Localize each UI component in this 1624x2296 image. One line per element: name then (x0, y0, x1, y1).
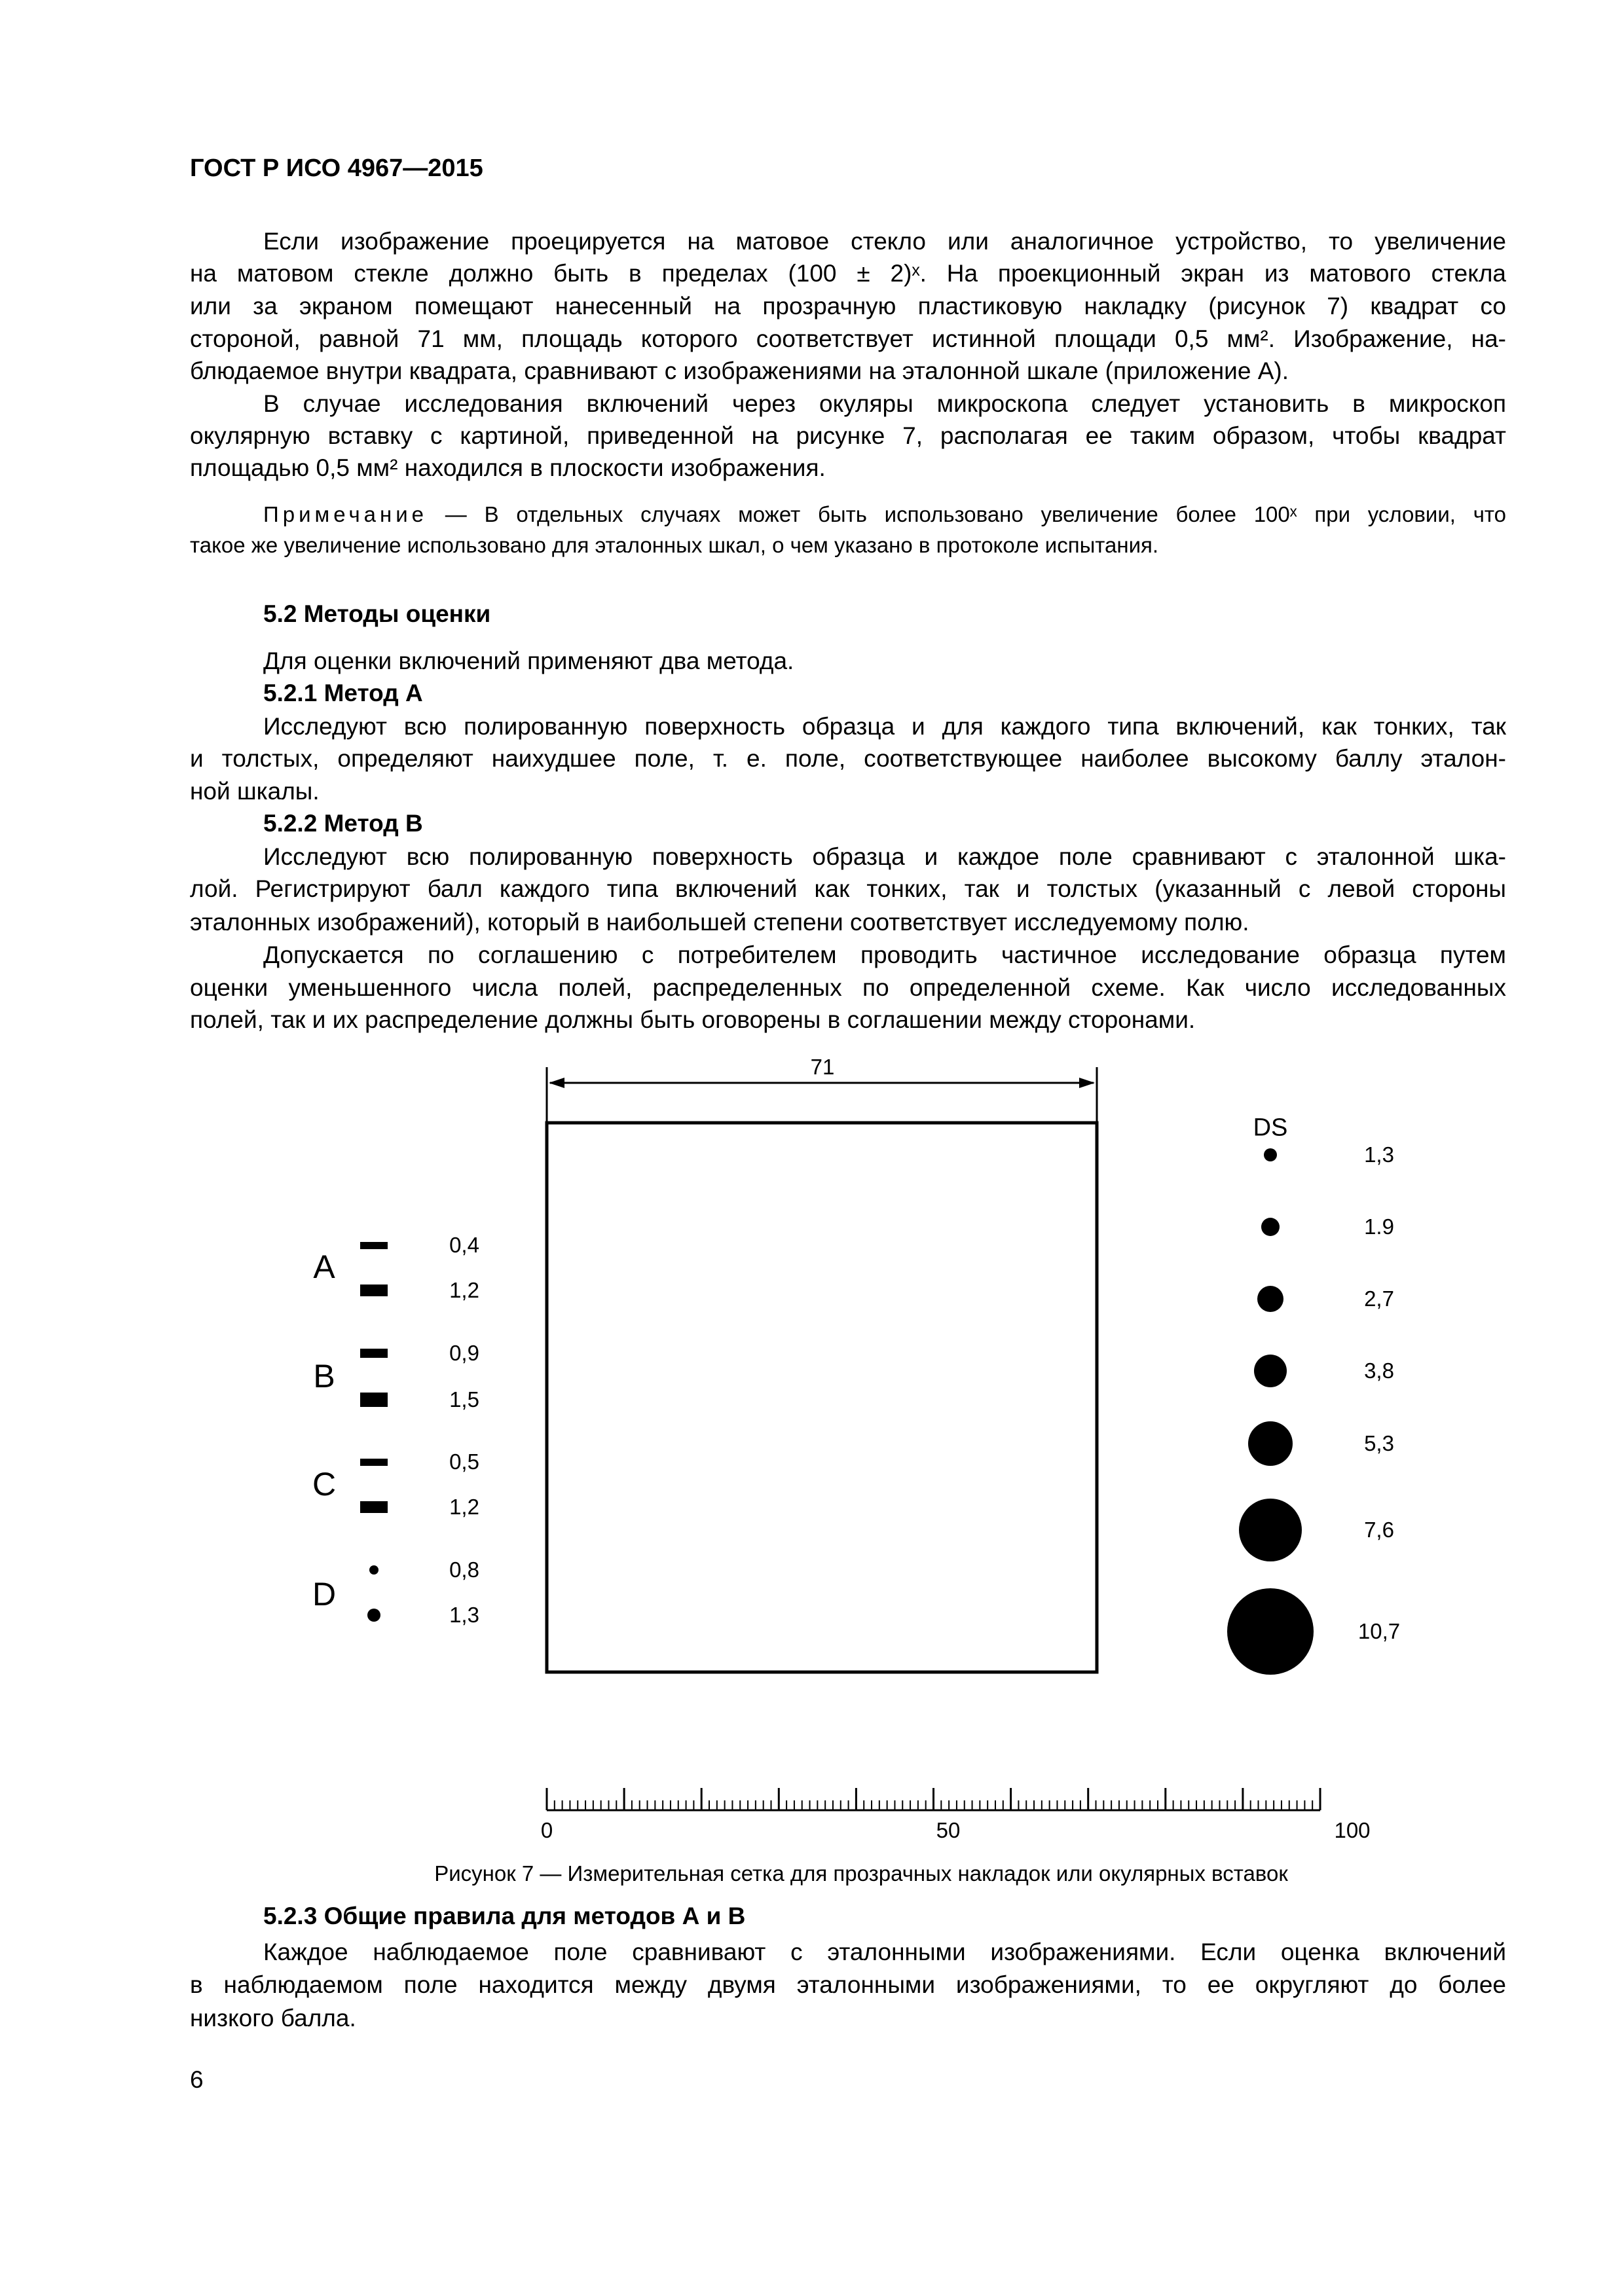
mark-value: 0,9 (449, 1341, 479, 1365)
group-letter-a: A (313, 1248, 335, 1285)
paragraph-line: Для оценки включений применяют два метода. (263, 647, 794, 674)
note-line: такое же увеличение использовано для эталонных шкал, о чем указано в протоколе испытания. (190, 533, 1159, 557)
group-letter-c: C (312, 1466, 337, 1503)
ds-circle (1264, 1148, 1277, 1161)
ds-value: 1,3 (1364, 1142, 1394, 1167)
paragraph-line: стороной, равной 71 мм, площадь которого соответствует истинной площади 0,5 мм². Изображение, на- (190, 325, 1506, 352)
section-heading: 5.2.2 Метод В (263, 810, 423, 837)
document-header: ГОСТ Р ИСО 4967—2015 (190, 155, 483, 182)
paragraph-line: и толстых, определяют наихудшее поле, т. е. поле, соответствующее наиболее высокому баллу эталон- (190, 745, 1506, 772)
ruler-label: 0 (540, 1818, 553, 1842)
page-number: 6 (190, 2066, 204, 2093)
ds-circle (1227, 1588, 1314, 1675)
ds-value: 5,3 (1364, 1431, 1394, 1455)
arrow-left-icon (549, 1078, 564, 1088)
paragraph-line: ной шкалы. (190, 778, 320, 805)
section-heading: 5.2.1 Метод А (263, 680, 423, 706)
paragraph-line: эталонных изображений), который в наибольшей степени соответствует исследуемому полю. (190, 909, 1249, 936)
ds-value: 10,7 (1357, 1619, 1401, 1643)
ruler-scale (547, 1788, 1320, 1810)
mark-value: 1,3 (449, 1603, 479, 1627)
mark-d-large-dot (367, 1609, 380, 1622)
ds-circle (1257, 1286, 1283, 1312)
ruler-label: 100 (1334, 1818, 1371, 1842)
mark-value: 1,5 (449, 1387, 479, 1412)
mark-value: 0,8 (449, 1558, 479, 1582)
group-letter-b: B (313, 1358, 335, 1394)
paragraph-line: лой. Регистрируют балл каждого типа включений как тонких, так и толстых (указанный с левой стороны (190, 875, 1506, 902)
ds-circle (1239, 1499, 1302, 1561)
paragraph-line: на матовом стекле должно быть в пределах (100 ± 2)ˣ. На проекционный экран из матового стекла (190, 260, 1506, 287)
ds-circle (1254, 1355, 1287, 1387)
paragraph-line: в наблюдаемом поле находится между двумя эталонными изображениями, то ее округляют до более (190, 1971, 1506, 1998)
ds-value: 1.9 (1364, 1214, 1394, 1239)
mark-c-thin (360, 1459, 388, 1466)
ds-circle (1261, 1218, 1280, 1236)
mark-c-thick (360, 1501, 388, 1513)
section-heading: 5.2.3 Общие правила для методов А и В (263, 1903, 746, 1929)
paragraph-line: полей, так и их распределение должны быть оговорены в соглашении между сторонами. (190, 1006, 1196, 1033)
paragraph-line: Исследуют всю полированную поверхность образца и каждое поле сравнивают с эталонной шка- (263, 843, 1506, 870)
ds-value: 2,7 (1364, 1286, 1394, 1311)
paragraph-line: окулярную вставку с картиной, приведенной на рисунке 7, располагая ее таким образом, чтобы квадрат (190, 422, 1506, 449)
paragraph-line: или за экраном помещают нанесенный на прозрачную пластиковую накладку (рисунок 7) квадрат со (190, 293, 1506, 319)
ruler-label: 50 (936, 1818, 961, 1842)
mark-b-thin (360, 1349, 388, 1358)
mark-a-thin (360, 1242, 388, 1249)
paragraph-line: Каждое наблюдаемое поле сравнивают с эталонными изображениями. Если оценка включений (263, 1939, 1506, 1965)
group-letter-d: D (312, 1576, 337, 1613)
paragraph-line: Допускается по соглашению с потребителем проводить частичное исследование образца путем (263, 941, 1506, 968)
paragraph-line: низкого балла. (190, 2005, 356, 2032)
arrow-right-icon (1079, 1078, 1095, 1088)
paragraph-line: блюдаемое внутри квадрата, сравнивают с изображениями на эталонной шкале (приложение А). (190, 357, 1289, 384)
ds-label: DS (1253, 1114, 1288, 1142)
ds-value: 7,6 (1364, 1518, 1394, 1542)
paragraph-line: площадью 0,5 мм² находился в плоскости изображения. (190, 454, 826, 481)
figure-caption: Рисунок 7 — Измерительная сетка для прозрачных накладок или окулярных вставок (434, 1861, 1288, 1886)
mark-d-small-dot (369, 1565, 378, 1575)
mark-value: 0,4 (449, 1233, 479, 1257)
mark-value: 1,2 (449, 1495, 479, 1519)
paragraph-line: Исследуют всю полированную поверхность образца и для каждого типа включений, как тонких, так (263, 713, 1506, 740)
paragraph-line: Если изображение проецируется на матовое стекло или аналогичное устройство, то увеличение (263, 228, 1506, 255)
dimension-label: 71 (810, 1055, 835, 1079)
mark-value: 1,2 (449, 1278, 479, 1302)
mark-b-thick (360, 1393, 388, 1407)
paragraph-line: оценки уменьшенного числа полей, распределенных по определенной схеме. Как число исследованных (190, 974, 1506, 1001)
measuring-square (547, 1123, 1097, 1672)
mark-value: 0,5 (449, 1449, 479, 1474)
paragraph-line: В случае исследования включений через окуляры микроскопа следует установить в микроскоп (263, 390, 1506, 417)
ds-value: 3,8 (1364, 1358, 1394, 1383)
note-text: — В отдельных случаях может быть использовано увеличение более 100ˣ при условии, что (445, 502, 1507, 526)
ds-circle (1248, 1421, 1293, 1466)
section-heading: 5.2 Методы оценки (263, 600, 491, 627)
mark-a-thick (360, 1285, 388, 1296)
note-label: Примечание (263, 502, 428, 526)
